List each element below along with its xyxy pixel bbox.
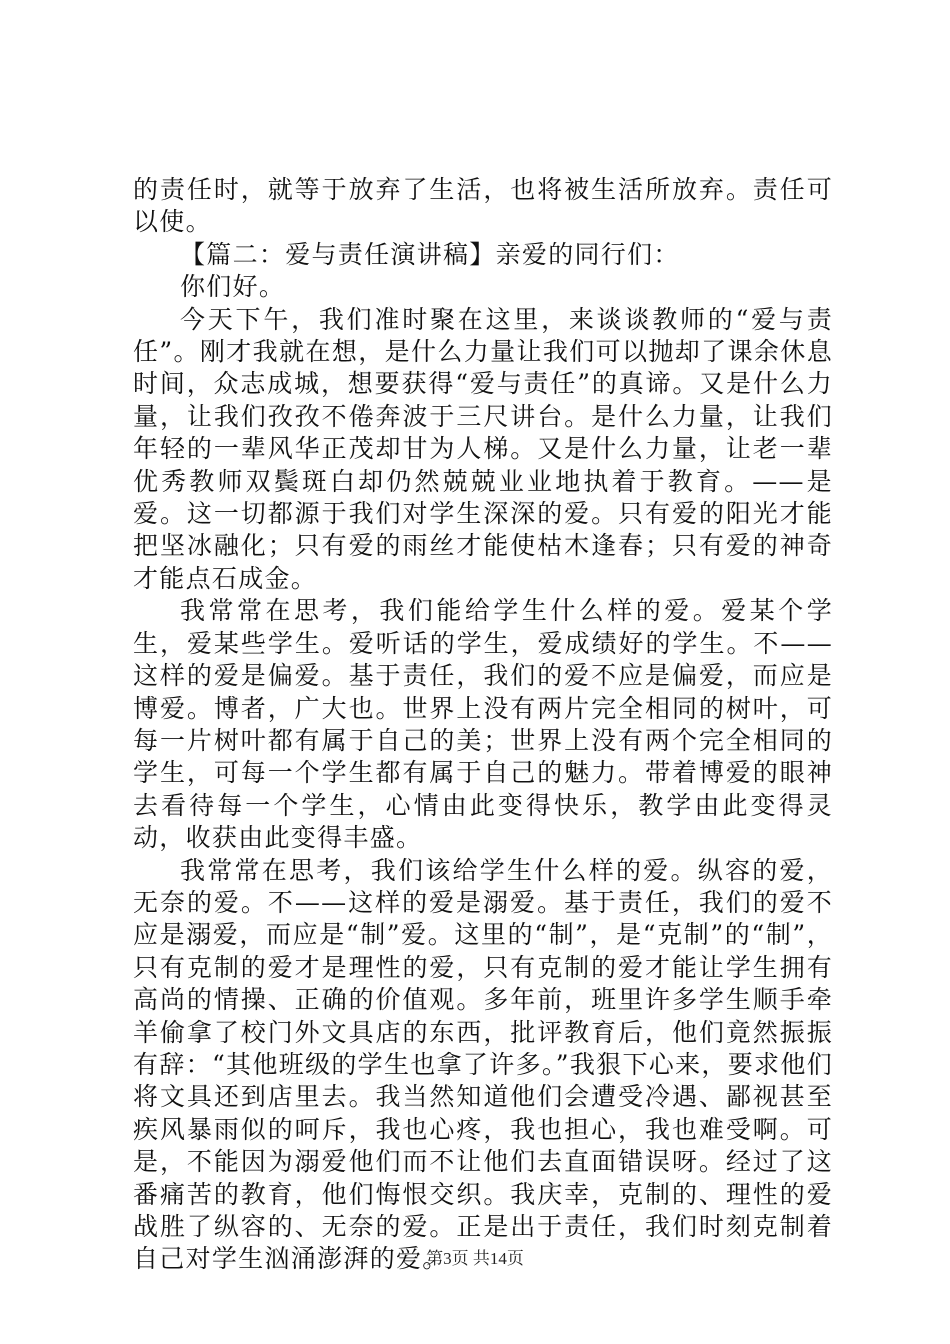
paragraph-continuation: 的责任时，就等于放弃了生活，也将被生活所放弃。责任可以使。 xyxy=(133,175,833,237)
page-number-footer: 第3页 共14页 xyxy=(426,1249,524,1268)
section-heading: 【篇二：爱与责任演讲稿】亲爱的同行们： xyxy=(180,239,680,269)
greeting-paragraph: 你们好。 xyxy=(180,272,286,302)
body-paragraph: 我常常在思考，我们能给学生什么样的爱。爱某个学生，爱某些学生。爱听话的学生，爱成绩好的学生。不——这样的爱是偏爱。基于责任，我们的爱不应是偏爱，而应是博爱。博者，广大也。世界上没有两片完全相同的树叶，可每一片树叶都有属于自己的美；世界上没有两个完全相同的学生，可每一个学生都有属于自己的魅力。带着博爱的眼神去看待每一个学生，心情由此变得快乐，教学由此变得灵动，收获由此变得丰盛。 xyxy=(133,596,833,853)
body-paragraph: 我常常在思考，我们该给学生什么样的爱。纵容的爱，无奈的爱。不——这样的爱是溺爱。基于责任，我们的爱不应是溺爱，而应是“制”爱。这里的“制”，是“克制”的“制”，只有克制的爱才是理性的爱，只有克制的爱才能让学生拥有高尚的情操、正确的价值观。多年前，班里许多学生顺手牵羊偷拿了校门外文具店的东西，批评教育后，他们竟然振振有辞：“其他班级的学生也拿了许多。”我狠下心来，要求他们将文具还到店里去。我当然知道他们会遭受冷遇、鄙视甚至疾风暴雨似的呵斥，我也心疼，我也担心，我也难受啊。可是，不能因为溺爱他们而不让他们去直面错误呀。经过了这番痛苦的教育，他们悔恨交织。我庆幸，克制的、理性的爱战胜了纵容的、无奈的爱。正是出于责任，我们时刻克制着自己对学生汹涌澎湃的爱。 xyxy=(133,855,833,1274)
document-body xyxy=(133,174,833,1276)
body-paragraph: 今天下午，我们准时聚在这里，来谈谈教师的“爱与责任”。刚才我就在想，是什么力量让我们可以抛却了课余休息时间，众志成城，想要获得“爱与责任”的真谛。又是什么力量，让我们孜孜不倦奔波于三尺讲台。是什么力量，让我们年轻的一辈风华正茂却甘为人梯。又是什么力量，让老一辈优秀教师双鬓斑白却仍然兢兢业业地执着于教育。——是爱。这一切都源于我们对学生深深的爱。只有爱的阳光才能把坚冰融化；只有爱的雨丝才能使枯木逢春；只有爱的神奇才能点石成金。 xyxy=(133,304,833,593)
